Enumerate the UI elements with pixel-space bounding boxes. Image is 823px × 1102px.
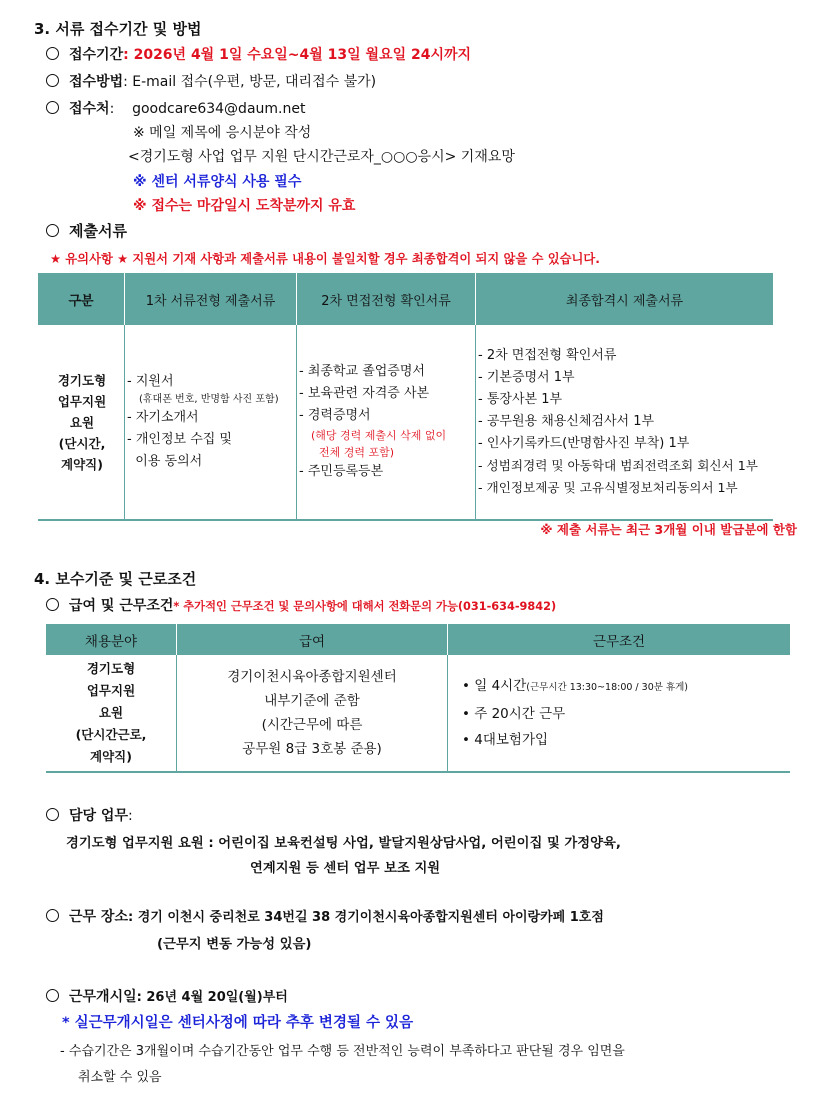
final-docs-cell: [476, 325, 774, 520]
circle-bullet-icon: [46, 101, 59, 114]
salary-line: 내부기준에 준함: [264, 693, 360, 709]
list-item: - 주민등록등본: [299, 464, 384, 479]
start-date-label: 근무개시일: [69, 989, 137, 1005]
method-value: : E-mail 접수(우편, 방문, 대리접수 불가): [123, 74, 377, 90]
circle-bullet-icon: [46, 47, 59, 60]
start-date-note: * 실근무개시일은 센터사정에 따라 추후 변경될 수 있음: [62, 1015, 414, 1031]
duty-colon: :: [127, 808, 133, 824]
circle-bullet-icon: [46, 598, 59, 611]
salary-table: [46, 624, 790, 773]
work-place-value: : 경기 이천시 중리천로 34번길 38 경기이천시육아종합지원센터 아이랑카페 1호점: [127, 910, 604, 925]
circle-bullet-icon: [46, 224, 59, 237]
section-3-title: 3. 서류 접수기간 및 방법: [34, 20, 202, 38]
position-line: 업무지원: [86, 683, 136, 698]
list-item: 이용 동의서: [127, 454, 203, 469]
first-round-docs-cell: [125, 325, 297, 520]
second-round-docs-cell: [297, 325, 476, 520]
warning-text: ★ 유의사항 ★ 지원서 기재 사항과 제출서류 내용이 불일치할 경우 최종합격이 되지 않을 수 있습니다.: [50, 252, 600, 266]
table-header: 최종합격시 제출서류: [476, 273, 774, 325]
note-deadline: ※ 접수는 마감일시 도착분까지 유효: [133, 198, 356, 214]
list-item: - 개인정보 수집 및: [127, 432, 232, 447]
position-cell: [46, 655, 177, 772]
start-date-value: : 26년 4월 20일(월)부터: [136, 990, 288, 1005]
table-header: 2차 면접전형 확인서류: [297, 273, 476, 325]
table-header: 급여: [177, 624, 448, 655]
work-place-note: (근무지 변동 가능성 있음): [157, 937, 312, 952]
position-line: 업무지원: [57, 393, 107, 409]
list-item-note: 전체 경력 포함): [319, 446, 395, 459]
method-row: [46, 71, 376, 91]
list-item: - 지원서: [127, 374, 174, 389]
list-item: - 보육관련 자격증 사본: [299, 386, 430, 401]
duty-label: 담당 업무: [69, 808, 128, 824]
position-line: 경기도형: [86, 661, 136, 676]
docs-label: 제출서류: [69, 222, 127, 240]
condition-note: (근무시간 13:30~18:00 / 30분 휴게): [526, 682, 689, 693]
list-item: - 자기소개서: [127, 410, 199, 425]
position-line: 요원: [69, 414, 95, 430]
list-item: - 경력증명서: [299, 408, 371, 423]
probation-line-1: - 수습기간은 3개월이며 수습기간동안 업무 수행 등 전반적인 능력이 부족하다고 판단될 경우 임면을: [60, 1044, 625, 1059]
position-cell: [38, 325, 125, 520]
conditions-cell: [448, 655, 791, 772]
salary-line: (시간근무에 따른: [261, 717, 363, 733]
condition-item: [462, 673, 789, 701]
list-item: - 통장사본 1부: [478, 392, 563, 407]
pay-note: * 추가적인 근무조건 및 문의사항에 대해서 전화문의 가능(031-634-9842): [173, 600, 557, 613]
salary-line: 경기이천시육아종합지원센터: [227, 669, 397, 685]
table-header: 근무조건: [448, 624, 791, 655]
table-row: [46, 655, 790, 772]
condition-item: • 4대보험가입: [462, 732, 549, 748]
table-note: ※ 제출 서류는 최근 3개월 이내 발급분에 한함: [540, 522, 797, 537]
note-mail-subject: ※ 메일 제목에 응시분야 작성: [133, 125, 312, 141]
salary-cell: [177, 655, 448, 772]
list-item: - 인사기록카드(반명함사진 부착) 1부: [478, 436, 690, 451]
circle-bullet-icon: [46, 909, 59, 922]
period-row: [46, 44, 471, 64]
duty-line-1: 경기도형 업무지원 요원 : 어린이집 보육컨설팅 사업, 발달지원상담사업, 어린이집 및 가정양육,: [66, 836, 621, 851]
position-line: (단시간,: [58, 435, 106, 451]
position-line: (단시간근로,: [75, 727, 147, 742]
work-place-label: 근무 장소: [69, 909, 128, 925]
list-item: - 2차 면접전형 확인서류: [478, 348, 617, 363]
pay-row: [46, 595, 556, 615]
condition-item: • 주 20시간 근무: [462, 706, 566, 722]
table-row: [38, 325, 773, 520]
circle-bullet-icon: [46, 989, 59, 1002]
salary-line: 공무원 8급 3호봉 준용): [242, 741, 382, 757]
method-label: 접수방법: [69, 74, 124, 90]
place-row: [46, 98, 305, 118]
list-item: - 기본증명서 1부: [478, 370, 575, 385]
work-place-row: [46, 906, 604, 926]
circle-bullet-icon: [46, 74, 59, 87]
duty-row: [46, 805, 133, 825]
list-item-note: (해당 경력 제출시 삭제 없이: [311, 429, 447, 442]
position-line: 계약직): [61, 456, 103, 472]
pay-label: 급여 및 근무조건: [69, 598, 174, 614]
table-header: 1차 서류전형 제출서류: [125, 273, 297, 325]
table-header-row: [46, 624, 790, 655]
note-form-required: ※ 센터 서류양식 사용 필수: [133, 174, 302, 190]
list-item: - 최종학교 졸업증명서: [299, 364, 425, 379]
docs-row: [46, 220, 127, 241]
probation-line-2: 취소할 수 있음: [78, 1070, 162, 1085]
note-subject-format: <경기도형 사업 업무 지원 단시간근로자_○○○응시> 기재요망: [128, 149, 515, 165]
position-line: 경기도형: [57, 372, 107, 388]
list-item: - 공무원용 채용신체검사서 1부: [478, 414, 655, 429]
circle-bullet-icon: [46, 808, 59, 821]
list-item-note: (휴대폰 번호, 반명함 사진 포함): [139, 394, 279, 405]
period-value: : 2026년 4월 1일 수요일~4월 13일 월요일 24시까지: [123, 47, 472, 63]
position-line: 요원: [98, 705, 124, 720]
section-4-title: 4. 보수기준 및 근로조건: [34, 570, 197, 588]
place-label: 접수처: [69, 101, 110, 117]
duty-line-2: 연계지원 등 센터 업무 보조 지원: [250, 861, 441, 876]
list-item: - 성범죄경력 및 아동학대 범죄전력조회 회신서 1부: [478, 458, 758, 473]
period-label: 접수기간: [69, 47, 124, 63]
table-header-row: [38, 273, 773, 325]
documents-table: [38, 273, 773, 521]
table-header: 채용분야: [46, 624, 177, 655]
table-header: 구분: [38, 273, 125, 325]
email-address: : goodcare634@daum.net: [109, 101, 306, 117]
position-line: 계약직): [90, 749, 132, 764]
condition-text: • 일 4시간: [462, 678, 527, 694]
start-date-row: [46, 986, 288, 1006]
list-item: - 개인정보제공 및 고유식별정보처리동의서 1부: [478, 480, 738, 495]
